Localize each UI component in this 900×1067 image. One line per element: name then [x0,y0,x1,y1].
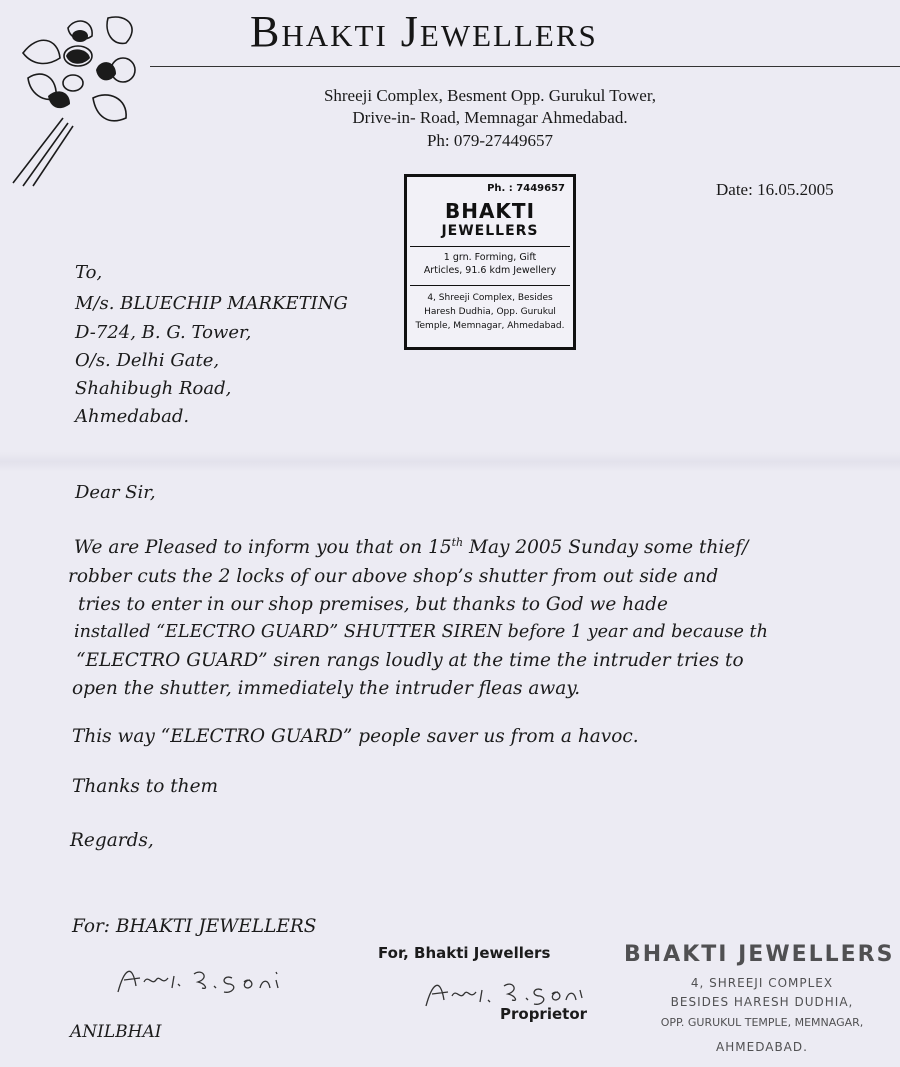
body-line-4: installed “ELECTRO GUARD” SHUTTER SIREN before 1 year and because th [74,622,768,642]
recipient-line-2: D-724, B. G. Tower, [75,322,252,343]
body-line-2: robber cuts the 2 locks of our above shop’s shutter from out side and [68,566,719,587]
company-stamp [404,174,576,350]
recipient-line-1: M/s. BLUECHIP MARKETING [75,293,348,314]
stamp-divider [410,246,570,247]
stamp-addr-2: Haresh Dudhia, Opp. Gurukul [424,307,556,317]
recipient-line-5: Ahmedabad. [75,406,190,427]
seal-line-4: AHMEDABAD. [716,1040,808,1054]
stamp-for-company: For, Bhakti Jewellers [378,944,551,962]
to-label: To, [75,262,103,283]
for-company: For: BHAKTI JEWELLERS [72,916,317,937]
stamp-description [407,251,573,277]
salutation: Dear Sir, [75,482,156,503]
stamp-name-1: BHAKTI [444,199,536,223]
body-paragraph-2: This way “ELECTRO GUARD” people saver us from a havoc. [72,726,639,747]
stamp-addr-3: Temple, Memnagar, Ahmedabad. [415,321,565,331]
address-line-2: Drive-in- Road, Memnagar Ahmedabad. [352,108,628,127]
header-rule [150,66,900,67]
company-name: Bhakti Jewellers [250,7,598,56]
stamp-divider [410,285,570,286]
body-line-1 [74,536,748,558]
recipient-line-4: Shahibugh Road, [75,378,232,399]
stamp-name-2: JEWELLERS [441,223,539,239]
thanks-line: Thanks to them [72,776,219,797]
stamp-phone: Ph. : 7449657 [487,183,565,194]
stamp-desc-2: Articles, 91.6 kdm Jewellery [423,265,557,276]
body-line-3: tries to enter in our shop premises, but thanks to God we hade [78,594,668,615]
body-line-1b: May 2005 Sunday some thief/ [463,537,749,559]
proprietor-title: Proprietor [500,1005,588,1023]
address-line-1: Shreeji Complex, Besment Opp. Gurukul Tower, [323,86,657,105]
letter-date: Date: 16.05.2005 [716,180,834,199]
signature-image [110,956,300,1000]
floral-logo-icon [8,8,148,188]
ordinal-suffix: th [451,536,464,549]
paper-fold [0,452,900,472]
signatory-name: ANILBHAI [70,1022,162,1042]
regards: Regards, [70,830,154,851]
seal-line-2: BESIDES HARESH DUDHIA, [670,995,854,1009]
recipient-line-3: O/s. Delhi Gate, [75,350,220,371]
body-line-5: “ELECTRO GUARD” siren rangs loudly at the time the intruder tries to [76,650,744,671]
stamp-address [407,291,573,333]
body-line-6: open the shutter, immediately the intruder fleas away. [72,678,581,699]
stamp-addr-1: 4, Shreeji Complex, Besides [427,293,553,303]
phone-number: Ph: 079-27449657 [426,131,554,150]
body-line-1a: We are Pleased to inform you that on 15 [74,537,452,559]
seal-line-1: 4, SHREEJI COMPLEX [690,976,834,990]
stamp-desc-1: 1 grn. Forming, Gift [443,252,537,263]
seal-line-3: OPP. GURUKUL TEMPLE, MEMNAGAR, [660,1016,864,1029]
seal-title: BHAKTI JEWELLERS [624,942,895,967]
company-seal [624,942,900,1062]
